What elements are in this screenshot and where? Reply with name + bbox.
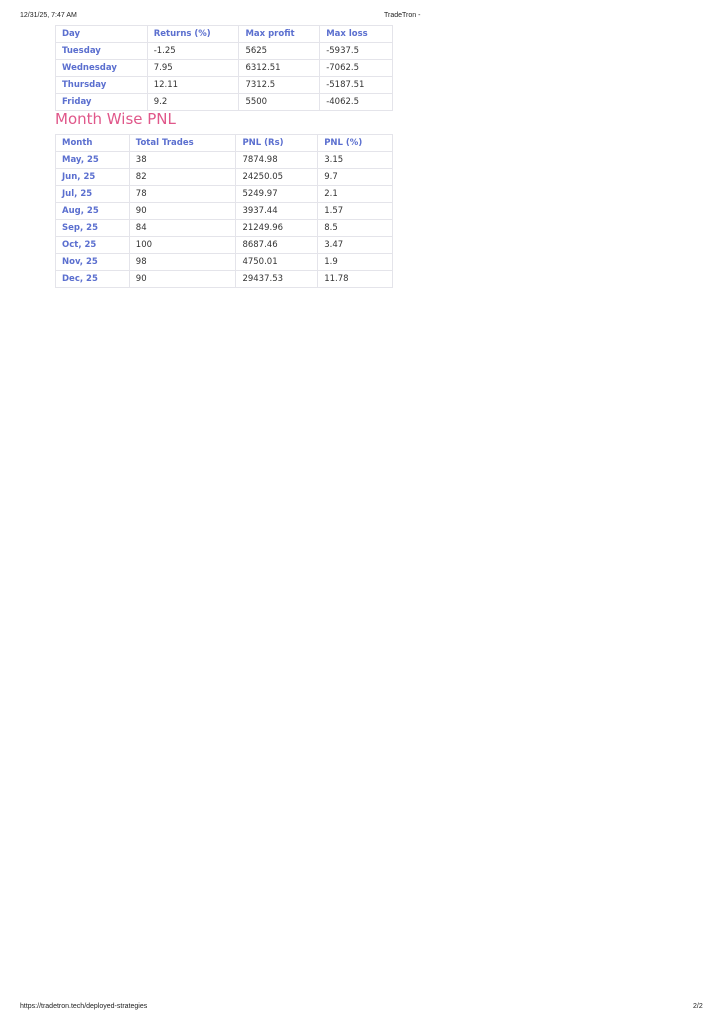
table-row [56,254,393,271]
table-row [56,60,393,77]
total-trades-cell: 98 [129,254,236,271]
table-row [56,77,393,94]
day-cell: Tuesday [56,43,148,60]
pnl-rs-cell: 5249.97 [236,186,318,203]
max-loss-cell: -5187.51 [320,77,393,94]
column-header-total-trades: Total Trades [129,135,236,152]
returns-cell: 7.95 [147,60,239,77]
table-row [56,271,393,288]
month-cell: May, 25 [56,152,130,169]
total-trades-cell: 78 [129,186,236,203]
column-header-day: Day [56,26,148,43]
total-trades-cell: 82 [129,169,236,186]
column-header-max-profit: Max profit [239,26,320,43]
pnl-percent-cell: 3.47 [318,237,393,254]
table-row [56,237,393,254]
column-header-returns: Returns (%) [147,26,239,43]
pnl-percent-cell: 9.7 [318,169,393,186]
month-cell: Oct, 25 [56,237,130,254]
month-cell: Jun, 25 [56,169,130,186]
pnl-percent-cell: 8.5 [318,220,393,237]
table-row [56,220,393,237]
pnl-rs-cell: 8687.46 [236,237,318,254]
max-profit-cell: 7312.5 [239,77,320,94]
table-row [56,152,393,169]
table-row [56,94,393,111]
pnl-percent-cell: 1.9 [318,254,393,271]
total-trades-cell: 100 [129,237,236,254]
pnl-rs-cell: 24250.05 [236,169,318,186]
day-wise-table [55,25,393,111]
month-cell: Aug, 25 [56,203,130,220]
max-profit-cell: 6312.51 [239,60,320,77]
returns-cell: 9.2 [147,94,239,111]
table-row [56,186,393,203]
column-header-month: Month [56,135,130,152]
total-trades-cell: 84 [129,220,236,237]
month-cell: Sep, 25 [56,220,130,237]
month-cell: Dec, 25 [56,271,130,288]
pnl-rs-cell: 3937.44 [236,203,318,220]
table-row [56,203,393,220]
pnl-rs-cell: 29437.53 [236,271,318,288]
column-header-pnl-percent: PNL (%) [318,135,393,152]
returns-cell: 12.11 [147,77,239,94]
column-header-pnl-rs: PNL (Rs) [236,135,318,152]
print-url: https://tradetron.tech/deployed-strategies [20,1003,148,1010]
max-profit-cell: 5625 [239,43,320,60]
max-profit-cell: 5500 [239,94,320,111]
max-loss-cell: -7062.5 [320,60,393,77]
month-cell: Jul, 25 [56,186,130,203]
total-trades-cell: 90 [129,203,236,220]
month-wise-pnl-table [55,134,393,288]
pnl-rs-cell: 7874.98 [236,152,318,169]
pnl-percent-cell: 1.57 [318,203,393,220]
print-page-title: TradeTron - [384,12,421,19]
max-loss-cell: -4062.5 [320,94,393,111]
returns-cell: -1.25 [147,43,239,60]
table-row [56,169,393,186]
month-wise-pnl-heading: Month Wise PNL [55,110,176,128]
print-date: 12/31/25, 7:47 AM [20,12,77,19]
table-row [56,43,393,60]
pnl-percent-cell: 3.15 [318,152,393,169]
page-number: 2/2 [693,1003,703,1010]
day-cell: Wednesday [56,60,148,77]
total-trades-cell: 38 [129,152,236,169]
pnl-rs-cell: 4750.01 [236,254,318,271]
total-trades-cell: 90 [129,271,236,288]
table-header-row [56,135,393,152]
month-cell: Nov, 25 [56,254,130,271]
max-loss-cell: -5937.5 [320,43,393,60]
pnl-percent-cell: 11.78 [318,271,393,288]
day-cell: Thursday [56,77,148,94]
day-cell: Friday [56,94,148,111]
column-header-max-loss: Max loss [320,26,393,43]
table-header-row [56,26,393,43]
pnl-percent-cell: 2.1 [318,186,393,203]
pnl-rs-cell: 21249.96 [236,220,318,237]
